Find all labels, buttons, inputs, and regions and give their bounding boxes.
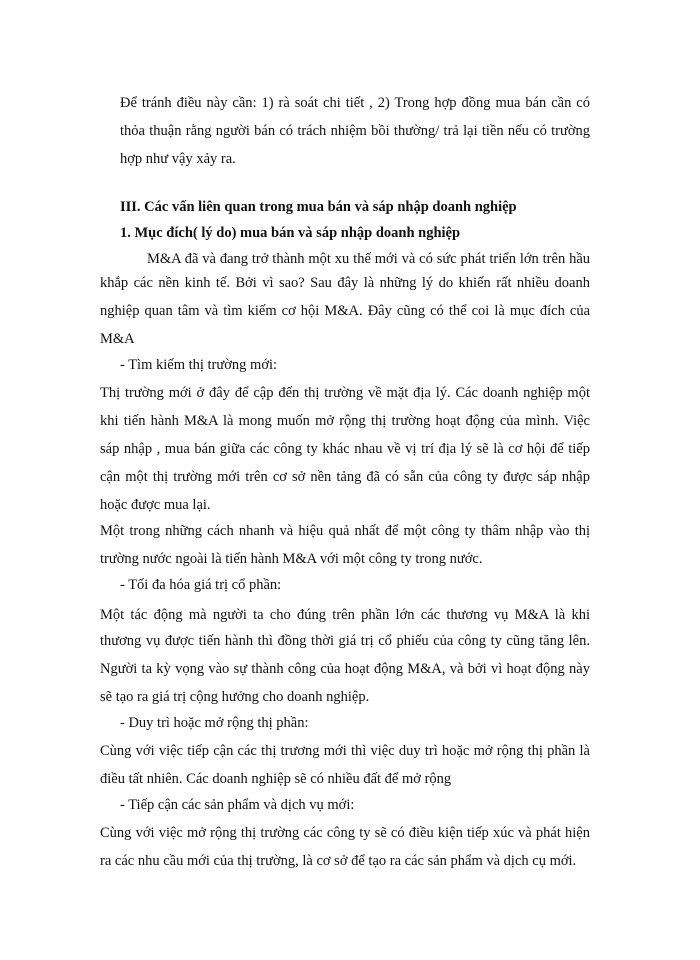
intro-line-1: Để tránh điều này cần: 1) rà soát chi tiết , 2) Trong hợp đồng mua bán cần có bbox=[120, 95, 590, 111]
item-line: khi tiến hành M&A là mong muốn mở rộng thị trường hoạt động của mình. Việc bbox=[100, 413, 590, 429]
opening-line-2: khắp các nền kinh tế. Bởi vì sao? Sau đây là những lý do khiến rất nhiều doanh bbox=[100, 275, 590, 291]
intro-line-3: hợp như vậy xảy ra. bbox=[120, 151, 236, 167]
item-line: hoặc được mua lại. bbox=[100, 497, 211, 513]
item-line: ra các nhu cầu mới của thị trường, là cơ sở để tạo ra các sản phẩm và dịch cụ mới. bbox=[100, 853, 577, 869]
item-line: Người ta kỳ vọng vào sự thành công của hoạt động M&A, và bởi vì hoạt động này bbox=[100, 661, 590, 677]
opening-line-3: nghiệp quan tâm và tìm kiếm cơ hội M&A. Đây cũng có thể coi là mục đích của bbox=[100, 303, 590, 319]
item-title-share-value: - Tối đa hóa giá trị cổ phần: bbox=[120, 577, 282, 593]
item-line: Thị trường mới ở đây để cập đến thị trường về mặt địa lý. Các doanh nghiệp một bbox=[100, 385, 590, 401]
item-title-new-markets: - Tìm kiếm thị trường mới: bbox=[120, 357, 278, 373]
item-line: sáp nhập , mua bán giữa các công ty khác nhau về vị trí địa lý sẽ là cơ hội để tiếp bbox=[100, 441, 590, 457]
intro-line-2: thỏa thuận rằng người bán có trách nhiệm bồi thường/ trả lại tiền nếu có trường bbox=[120, 123, 590, 139]
item-title-new-products: - Tiếp cận các sản phẩm và dịch vụ mới: bbox=[120, 797, 355, 813]
item-line: cận một thị trường mới trên cơ sở nền tảng đã có sẵn của công ty được sáp nhập bbox=[100, 469, 590, 485]
section-heading: III. Các vấn liên quan trong mua bán và sáp nhập doanh nghiệp bbox=[120, 199, 517, 215]
item-line: thương vụ được tiến hành thì đồng thời giá trị cổ phiếu của công ty cũng tăng lên. bbox=[100, 633, 590, 649]
subheading: 1. Mục đích( lý do) mua bán và sáp nhập doanh nghiệp bbox=[120, 225, 461, 241]
opening-line-1: M&A đã và đang trở thành một xu thế mới và có sức phát triển lớn trên hầu bbox=[147, 251, 590, 267]
item-line: sẽ tạo ra giá trị cộng hưởng cho doanh nghiệp. bbox=[100, 689, 370, 705]
item-line: điều tất nhiên. Các doanh nghiệp sẽ có nhiều đất để mở rộng bbox=[100, 771, 452, 787]
item-line: Cùng với việc tiếp cận các thị trương mới thì việc duy trì hoặc mở rộng thị phần là bbox=[100, 743, 590, 759]
opening-line-4: M&A bbox=[100, 331, 135, 347]
item-title-market-share: - Duy trì hoặc mở rộng thị phần: bbox=[120, 715, 309, 731]
item-line: Một trong những cách nhanh và hiệu quả nhất để một công ty thâm nhập vào thị bbox=[100, 523, 590, 539]
item-line: Cùng với việc mở rộng thị trường các công ty sẽ có điều kiện tiếp xúc và phát hiện bbox=[100, 825, 590, 841]
item-line: trường nước ngoài là tiến hành M&A với một công ty trong nước. bbox=[100, 551, 483, 567]
item-line: Một tác động mà người ta cho đúng trên phần lớn các thương vụ M&A là khi bbox=[100, 607, 590, 623]
